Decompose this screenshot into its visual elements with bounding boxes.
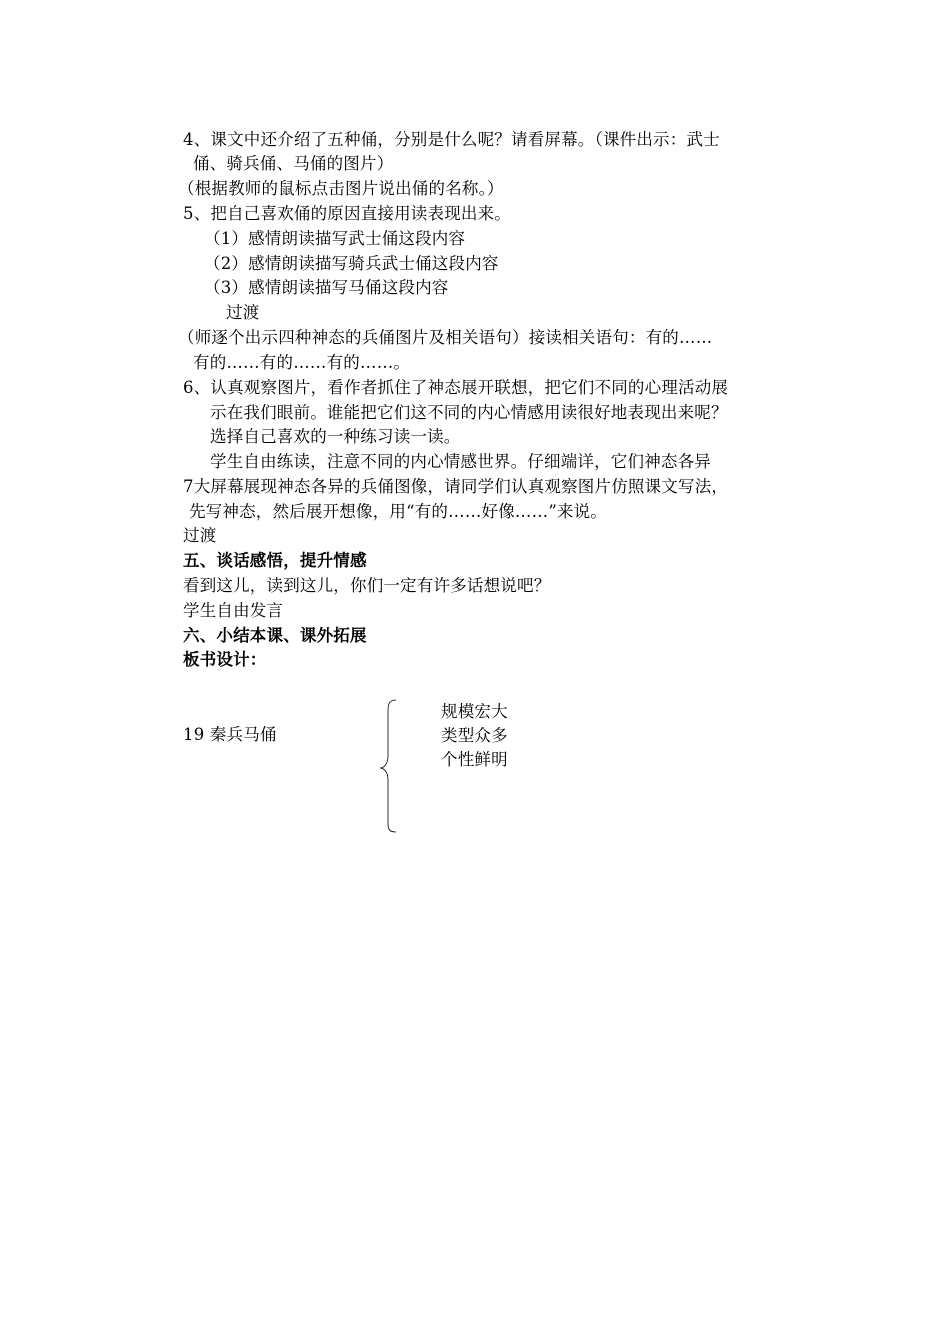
text-line: 过渡 xyxy=(183,526,217,545)
board-title: 19 秦兵马俑 xyxy=(183,725,277,744)
text-line: （根据教师的鼠标点击图片说出俑的名称。） xyxy=(178,179,504,198)
text-line: （1）感情朗读描写武士俑这段内容 xyxy=(204,229,466,248)
text-line: 过渡 xyxy=(226,303,260,322)
curly-brace xyxy=(376,698,400,834)
text-line: 选择自己喜欢的一种练习读一读。 xyxy=(210,427,461,446)
text-line: 示在我们眼前。谁能把它们这不同的内心情感用读很好地表现出来呢？ xyxy=(210,403,728,422)
text-line: 看到这儿，读到这儿，你们一定有许多话想说吧？ xyxy=(183,576,551,595)
text-line: 6、认真观察图片，看作者抓住了神态展开联想，把它们不同的心理活动展 xyxy=(183,378,729,397)
text-line: （师逐个出示四种神态的兵俑图片及相关语句）接读相关语句：有的…… xyxy=(178,328,713,347)
text-line: （2）感情朗读描写骑兵武士俑这段内容 xyxy=(204,254,499,273)
text-line: 有的……有的……有的……。 xyxy=(193,353,411,372)
text-line: 俑、骑兵俑、马俑的图片） xyxy=(193,154,394,173)
board-item: 个性鲜明 xyxy=(441,750,508,769)
text-line: 先写神态，然后展开想像，用“有的……好像……”来说。 xyxy=(189,502,608,521)
board-item: 类型众多 xyxy=(441,726,508,745)
text-line: 学生自由练读，注意不同的内心情感世界。仔细端详，它们神态各异 xyxy=(210,452,711,471)
text-line: 学生自由发言 xyxy=(183,601,284,620)
text-line: 5、把自己喜欢俑的原因直接用读表现出来。 xyxy=(183,204,511,223)
section-heading: 六、小结本课、课外拓展 xyxy=(183,626,367,645)
board-item: 规模宏大 xyxy=(441,702,508,721)
text-line: （3）感情朗读描写马俑这段内容 xyxy=(204,278,449,297)
section-heading: 板书设计： xyxy=(183,650,267,669)
text-line: 4、课文中还介绍了五种俑，分别是什么呢？请看屏幕。（课件出示：武士 xyxy=(183,130,720,149)
text-line: 7大屏幕展现神态各异的兵俑图像，请同学们认真观察图片仿照课文写法， xyxy=(183,477,729,496)
section-heading: 五、谈话感悟，提升情感 xyxy=(183,551,367,570)
